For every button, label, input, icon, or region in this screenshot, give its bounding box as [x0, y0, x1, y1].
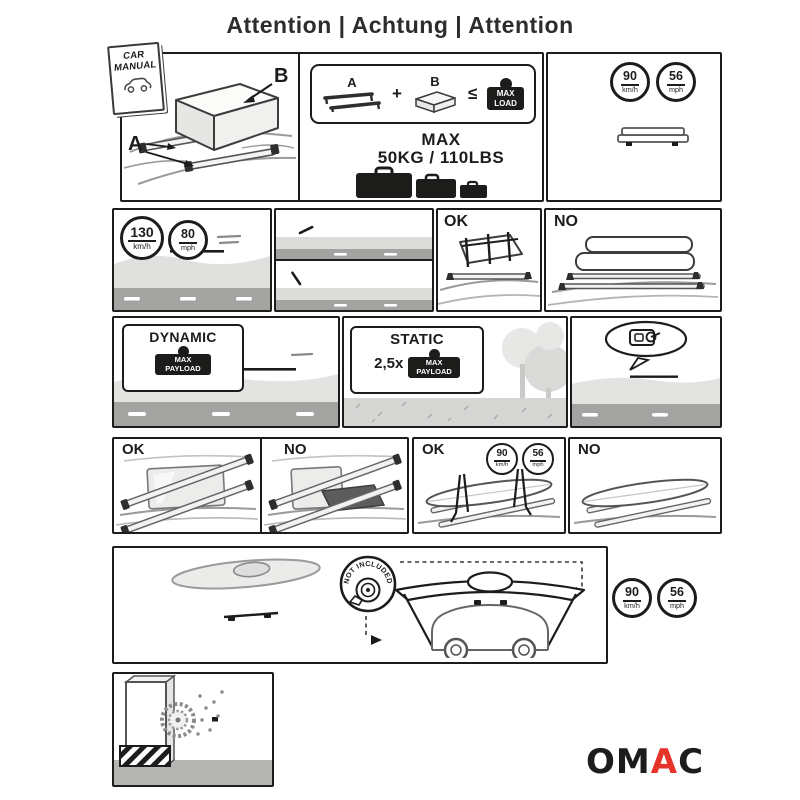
- max-payload-text: MAX: [425, 358, 443, 367]
- cargo-box-item: [412, 75, 458, 113]
- dynamic-title: DYNAMIC: [149, 329, 217, 345]
- ok-label: OK: [122, 441, 145, 458]
- slow-big-load-row: [276, 261, 432, 310]
- page-title: Attention | Achtung | Attention: [226, 12, 574, 38]
- car-wash-no-scene: [114, 674, 272, 785]
- panel-sunroof: [112, 437, 409, 534]
- logo-letter-a: A: [650, 742, 679, 782]
- fast-small-load-row: [276, 210, 432, 261]
- speed-unit: mph: [668, 84, 684, 94]
- speed-load-scene-slow: [276, 261, 432, 310]
- speed-value: 80: [179, 228, 197, 244]
- logo-letters: C: [678, 742, 705, 782]
- no-label: NO: [554, 213, 578, 230]
- max-weight-value: 50KG / 110LBS: [377, 148, 505, 167]
- hazard-stripes: [120, 746, 170, 766]
- speed-value: 90: [623, 586, 641, 602]
- no-ratchet-strap-scene: [572, 318, 720, 426]
- no-label: NO: [578, 441, 601, 458]
- sunroof-closed-ok-scene: [114, 453, 260, 532]
- label-a: A: [347, 75, 357, 90]
- panel-static-payload: [342, 316, 568, 428]
- car-manual-icon: [107, 42, 165, 115]
- cargo-box-icon: [412, 89, 458, 113]
- speed-limit-badge-80mph: [168, 220, 208, 260]
- speed-limit-badge-130kmh: [120, 216, 164, 260]
- speed-value: 130: [130, 223, 154, 240]
- less-equal-sign: ≤: [467, 84, 478, 103]
- label-a: A: [128, 133, 143, 155]
- warning-triangle-icon: [558, 62, 602, 102]
- panel-speed-vs-load: [274, 208, 434, 312]
- speed-unit: km/h: [495, 462, 509, 469]
- max-load-text: MAX: [496, 89, 515, 99]
- speed-limit-badge-90kmh: [486, 443, 518, 475]
- dynamic-max-payload-sign: [122, 324, 244, 392]
- speed-value: 56: [530, 449, 545, 462]
- speedometer-icon: [292, 273, 300, 284]
- panel-stacking-no: [544, 208, 722, 312]
- speed-value: 90: [621, 70, 639, 86]
- load-formula-box: [310, 64, 536, 124]
- panel-car-wash-no: [112, 672, 274, 787]
- label-b: B: [430, 74, 440, 89]
- speed-unit: km/h: [622, 84, 638, 94]
- plus-sign: +: [392, 84, 402, 103]
- warning-triangle-icon: [266, 443, 282, 457]
- speed-value: 56: [668, 586, 686, 602]
- rooftop-tent-no-stamp: [508, 320, 560, 372]
- ok-label: OK: [444, 213, 468, 230]
- panel-no-ratchet-strap: [570, 316, 722, 428]
- car-with-rooftop-tent-scene: [556, 112, 716, 196]
- speed-limit-badge-56mph: [522, 443, 554, 475]
- panel-rooftop-tent-warning: [546, 52, 722, 202]
- logo-letters: OM: [586, 742, 651, 782]
- max-payload-icon: [155, 346, 210, 375]
- speed-limit-badge-90kmh: [610, 62, 650, 102]
- label-b: B: [274, 65, 289, 87]
- speed-unit: km/h: [624, 600, 640, 610]
- kayak-strapped-front-scene: [382, 558, 598, 658]
- speed-unit: km/h: [133, 241, 151, 251]
- max-payload-text: MAX: [174, 355, 192, 364]
- max-payload-text: PAYLOAD: [416, 366, 452, 376]
- warning-no-label: NO: [266, 442, 307, 457]
- max-load-icon: [487, 78, 524, 109]
- max-load-text: LOAD: [494, 98, 517, 108]
- static-multiplier: 2,5x: [374, 355, 404, 373]
- speed-unit: mph: [532, 462, 544, 469]
- speed-value: 90: [494, 449, 509, 462]
- speed-limit-badge-90kmh: [612, 578, 652, 618]
- arrow-right-icon: [292, 596, 332, 636]
- max-weight-title: MAX: [421, 130, 461, 149]
- speed-limit-badge-56mph: [657, 578, 697, 618]
- max-payload-icon: [408, 349, 459, 378]
- speed-load-scene-fast: [276, 210, 432, 259]
- panel-speed-limit: [112, 208, 272, 312]
- panel-surfboard-ok: [412, 437, 566, 534]
- water-droplets: [196, 690, 223, 735]
- speed-unit: mph: [180, 242, 196, 252]
- panel-surfboard-no: [568, 437, 722, 534]
- static-title: STATIC: [390, 331, 444, 348]
- luggage-icons: [356, 166, 488, 198]
- manual-text: MANUAL: [113, 59, 157, 74]
- speed-limit-badge-56mph: [656, 62, 696, 102]
- speed-unit: mph: [669, 600, 685, 610]
- panel-kayak-straps: [112, 546, 608, 664]
- static-max-payload-sign: [350, 326, 484, 394]
- ok-label: OK: [422, 441, 445, 458]
- surfboard-loose-no-scene: [570, 455, 720, 532]
- speedometer-icon: [300, 227, 312, 233]
- max-payload-text: PAYLOAD: [165, 363, 201, 373]
- panel-dynamic-payload: [112, 316, 340, 428]
- omac-logo: [586, 742, 705, 782]
- manual-text: CAR: [123, 49, 145, 63]
- panel-strap-ok: [436, 208, 542, 312]
- warning-triangle-icon: [124, 556, 168, 596]
- crossbars-item: [322, 76, 382, 112]
- sunroof-open-no-scene: [262, 453, 407, 532]
- crossbars-icon: [322, 90, 382, 112]
- svg-text:NOT INCLUDED: NOT INCLUDED: [341, 559, 395, 585]
- panel-max-load: [298, 52, 544, 202]
- speed-value: 56: [667, 70, 685, 86]
- car-doodle-icon: [121, 76, 152, 95]
